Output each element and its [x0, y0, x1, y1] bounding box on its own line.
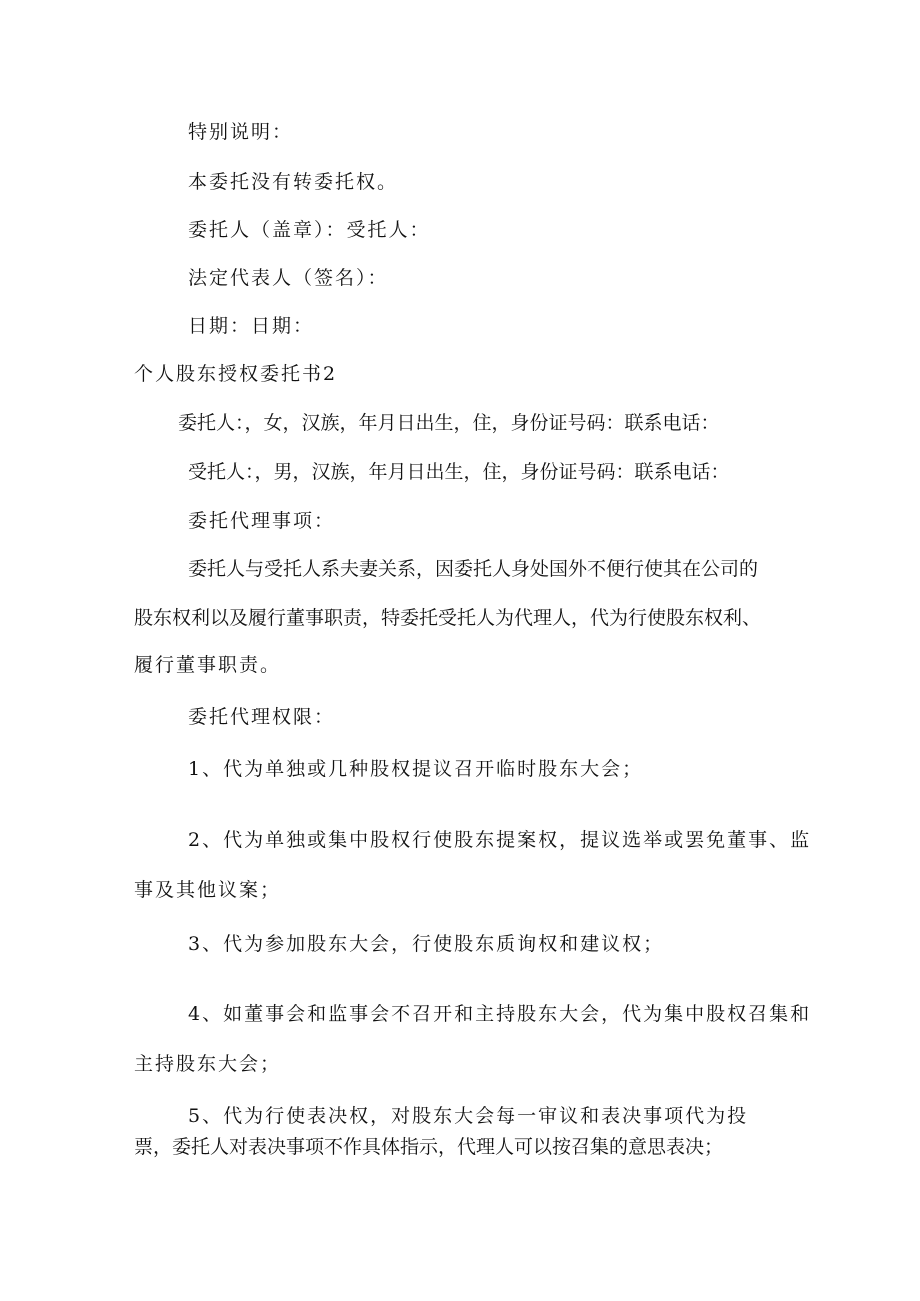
list-item-4-cont: 主持股东大会； — [134, 1053, 282, 1075]
list-item-5: 5、代为行使表决权，对股东大会每一审议和表决事项代为投 — [188, 1105, 749, 1127]
section-title: 个人股东授权委托书2 — [134, 363, 338, 385]
signature-line-legal-rep: 法定代表人（签名）： — [188, 267, 389, 289]
paragraph-line: 委托人与受托人系夫妻关系，因委托人身处国外不便行使其在公司的 — [188, 558, 759, 580]
list-item-2: 2、代为单独或集中股权行使股东提案权，提议选举或罢免董事、监 — [188, 829, 812, 851]
list-item-3: 3、代为参加股东大会，行使股东质询权和建议权； — [188, 933, 665, 955]
agent-info: 受托人：，男，汉族，年月日出生，住，身份证号码：联系电话： — [188, 461, 730, 483]
paragraph-line: 股东权利以及履行董事职责，特委托受托人为代理人，代为行使股东权利、 — [134, 607, 762, 629]
principal-info: 委托人：，女，汉族，年月日出生，住，身份证号码：联系电话： — [178, 412, 720, 434]
list-item-1: 1、代为单独或几种股权提议召开临时股东大会； — [188, 758, 644, 780]
delegation-matters-heading: 委托代理事项： — [188, 510, 336, 532]
delegation-scope-heading: 委托代理权限： — [188, 706, 336, 728]
special-note-heading: 特别说明： — [188, 121, 294, 143]
date-line: 日期：日期： — [188, 315, 315, 337]
list-item-2-cont: 事及其他议案； — [134, 879, 282, 901]
list-item-5-cont: 票，委托人对表决事项不作具体指示，代理人可以按召集的意思表决； — [134, 1136, 724, 1158]
no-subdelegation-text: 本委托没有转委托权。 — [188, 171, 399, 193]
list-item-4: 4、如董事会和监事会不召开和主持股东大会，代为集中股权召集和 — [188, 1003, 812, 1025]
paragraph-line: 履行董事职责。 — [134, 654, 282, 676]
signature-line-principal: 委托人（盖章）：受托人： — [188, 219, 431, 241]
